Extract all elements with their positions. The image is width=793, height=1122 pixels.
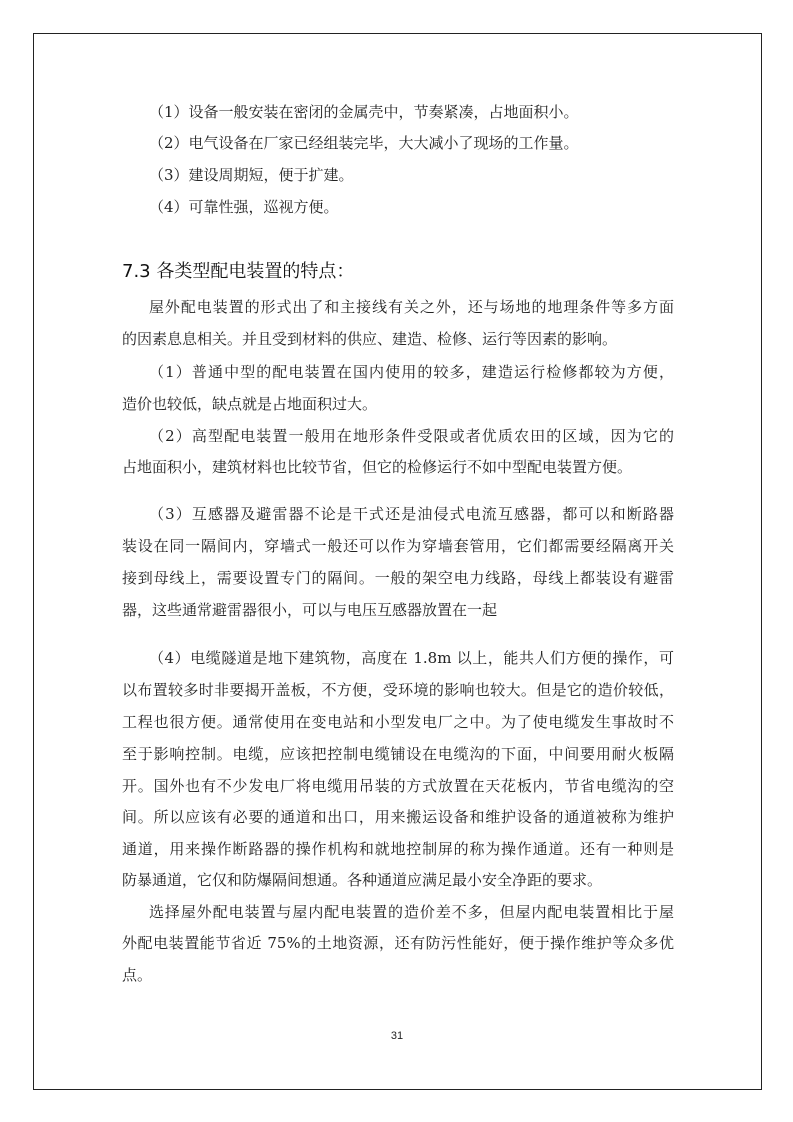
page-number: 31 xyxy=(390,1030,404,1042)
paragraph-line: 至于影响控制。电缆，应该把控制电缆铺设在电缆沟的下面，中间要用耐火板隔 xyxy=(122,745,674,763)
paragraph-line: 外配电装置能节省近 75%的土地资源，还有防污性能好，便于操作维护等众多优 xyxy=(122,934,674,952)
list-item: （3）建设周期短，便于扩建。 xyxy=(149,166,354,184)
section-heading: 7.3 各类型配电装置的特点： xyxy=(122,261,355,282)
paragraph-line: 的因素息息相关。并且受到材料的供应、建造、检修、运行等因素的影响。 xyxy=(122,330,618,348)
paragraph-line: 占地面积小，建筑材料也比较节省，但它的检修运行不如中型配电装置方便。 xyxy=(122,458,633,476)
paragraph-line: （4）电缆隧道是地下建筑物，高度在 1.8m 以上，能共人们方便的操作，可 xyxy=(149,649,674,667)
list-item: （2）电气设备在厂家已经组装完毕，大大减小了现场的工作量。 xyxy=(149,134,579,152)
paragraph-line: 造价也较低，缺点就是占地面积过大。 xyxy=(122,395,378,413)
paragraph-line: 点。 xyxy=(122,966,153,984)
paragraph-line: 器，这些通常避雷器很小，可以与电压互感器放置在一起 xyxy=(122,601,498,619)
paragraph-line: 屋外配电装置的形式出了和主接线有关之外，还与场地的地理条件等多方面 xyxy=(149,298,674,316)
paragraph-line: 装设在同一隔间内，穿墙式一般还可以作为穿墙套管用，它们都需要经隔离开关 xyxy=(122,537,674,555)
paragraph-line: 开。国外也有不少发电厂将电缆用吊装的方式放置在天花板内，节省电缆沟的空 xyxy=(122,777,674,795)
list-item: （4）可靠性强，巡视方便。 xyxy=(149,198,339,216)
paragraph-line: 通道，用来操作断路器的操作机构和就地控制屏的称为操作通道。还有一种则是 xyxy=(122,840,674,858)
paragraph-line: （2）高型配电装置一般用在地形条件受限或者优质农田的区域，因为它的 xyxy=(149,427,674,445)
list-item: （1）设备一般安装在密闭的金属壳中，节奏紧凑，占地面积小。 xyxy=(149,103,579,121)
paragraph-line: 工程也很方便。通常使用在变电站和小型发电厂之中。为了使电缆发生事故时不 xyxy=(122,713,674,731)
paragraph-line: 选择屋外配电装置与屋内配电装置的造价差不多，但屋内配电装置相比于屋 xyxy=(149,903,674,921)
paragraph-line: （1）普通中型的配电装置在国内使用的较多，建造运行检修都较为方便， xyxy=(149,363,674,381)
paragraph-line: 间。所以应该有必要的通道和出口，用来搬运设备和维护设备的通道被称为维护 xyxy=(122,808,674,826)
paragraph-line: 防暴通道，它仅和防爆隔间想通。各种通道应满足最小安全净距的要求。 xyxy=(122,871,603,889)
paragraph-line: 以布置较多时非要揭开盖板，不方便，受环境的影响也较大。但是它的造价较低， xyxy=(122,681,674,699)
paragraph-line: 接到母线上，需要设置专门的隔间。一般的架空电力线路，母线上都装设有避雷 xyxy=(122,569,674,587)
paragraph-line: （3）互感器及避雷器不论是干式还是油侵式电流互感器，都可以和断路器 xyxy=(149,505,674,523)
page-border xyxy=(33,33,762,1090)
